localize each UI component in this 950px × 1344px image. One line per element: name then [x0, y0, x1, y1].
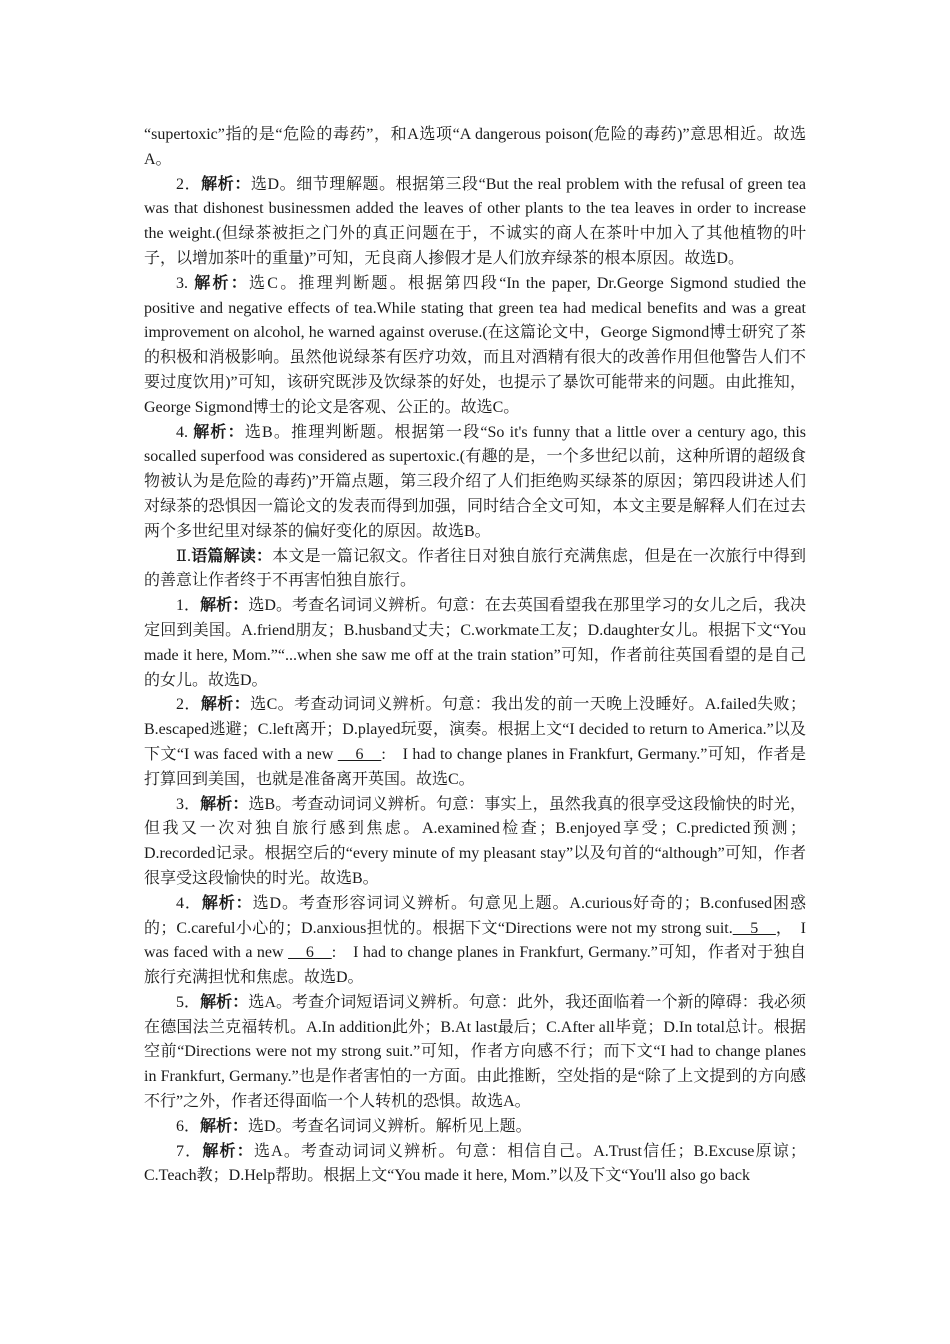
- explanation-paragraph: [144, 594, 806, 693]
- item-number: 7．: [176, 1142, 203, 1160]
- explanation-text: 选B。考查动词词义辨析。句意：事实上，虽然我真的很享受这段愉快的时光，但我又一次对独自旅行感到焦虑。A.examined检查；B.enjoyed享受；C.predicted预测；D.recorded记录。根据空后的“every minute of my pleasant stay”以及句首的“although”可知，作者很享受这段愉快的时光。故选B。: [144, 795, 806, 887]
- explanation-text: 选A。考查动词词义辨析。句意：相信自己。A.Trust信任；B.Excuse原谅；C.Teach教；D.Help帮助。根据上文“You made it here, Mom.”以及下文“You'll also go back: [144, 1142, 806, 1185]
- explanation-text: : I had to change planes in Frankfurt, Germany.”可知，作者是打算回到美国，也就是准备离开英国。故选C。: [144, 745, 806, 788]
- explanation-paragraph: [144, 421, 806, 545]
- explanation-text: ， I was faced with a new: [144, 919, 806, 962]
- analysis-label: 解析：: [202, 1142, 254, 1160]
- analysis-label: 解析：: [201, 175, 251, 193]
- analysis-label: 解析：: [200, 597, 249, 615]
- answer-blank: 6: [288, 944, 332, 962]
- analysis-label: 解析：: [201, 894, 253, 912]
- explanation-text: 选D。考查名词词义辨析。解析见上题。: [248, 1117, 532, 1135]
- explanation-paragraph: [144, 123, 806, 173]
- item-number: 5．: [176, 993, 201, 1011]
- analysis-label: 解析：: [194, 274, 250, 292]
- answer-blank: 5: [732, 919, 776, 937]
- explanation-text: 本文是一篇记叙文。作者往日对独自旅行充满焦虑，但是在一次旅行中得到的善意让作者终于不再害怕独自旅行。: [144, 547, 806, 590]
- explanation-paragraph: [144, 991, 806, 1115]
- explanation-paragraph: [144, 1140, 806, 1190]
- explanation-paragraph: [144, 173, 806, 272]
- item-number: 1．: [176, 597, 201, 615]
- answer-explanations: [144, 123, 806, 1189]
- explanation-text: 选A。考查介词短语词义辨析。句意：此外，我还面临着一个新的障碍：我必须在德国法兰克福转机。A.In addition此外；B.At last最后；C.After all毕竟；D.In total总计。根据空前“Directions were not my strong suit.”可知，作者方向感不行；而下文“I had to change planes in Frankfurt, Germany.”也是作者害怕的一方面。由此推断，空处指的是“除了上文提到的方向感不行”之外，作者还得面临一个人转机的恐惧。故选A。: [144, 993, 806, 1111]
- explanation-text: 选D。考查形容词词义辨析。句意见上题。A.curious好奇的；B.confused困惑的；C.careful小心的；D.anxious担忧的。根据下文“Directions were not my strong suit.: [144, 894, 806, 937]
- item-number: 2．: [176, 175, 202, 193]
- explanation-paragraph: [144, 892, 806, 991]
- explanation-text: : I had to change planes in Frankfurt, Germany.”可知，作者对于独自旅行充满担忧和焦虑。故选D。: [144, 944, 807, 987]
- item-number: 3．: [176, 795, 201, 813]
- explanation-text: 选C。考查动词词义辨析。句意：我出发的前一天晚上没睡好。A.failed失败；B.escaped逃避；C.left离开；D.played玩耍，演奏。根据上文“I decided to return to America.”以及下文“I was faced with a new: [144, 696, 806, 763]
- item-number: 3.: [176, 274, 195, 292]
- item-number: 4.: [176, 423, 194, 441]
- item-number: 4．: [176, 894, 202, 912]
- explanation-paragraph: [144, 693, 806, 792]
- explanation-text: 选D。考查名词词义辨析。句意：在去英国看望我在那里学习的女儿之后，我决定回到美国。A.friend朋友；B.husband丈夫；C.workmate工友；D.daughter女儿。根据下文“You made it here, Mom.”“...when she saw me off at the train station”可知，作者前往英国看望的是自己的女儿。故选D。: [144, 597, 806, 689]
- analysis-label: 解析：: [200, 993, 249, 1011]
- explanation-text: 选D。细节理解题。根据第三段“But the real problem with the refusal of green tea was that dishonest businessmen added the leaves of other plants to the tea leaves in order to increase the weight.(但绿茶被拒之门外的真正问题在于，不诚实的商人在茶叶中加入了其他植物的叶子，以增加茶叶的重量)”可知，无良商人掺假才是人们放弃绿茶的根本原因。故选D。: [144, 175, 806, 267]
- answer-blank: 6: [337, 745, 382, 763]
- analysis-label: 解析：: [200, 696, 251, 714]
- explanation-paragraph: [144, 272, 806, 421]
- item-number: 6．: [176, 1117, 201, 1135]
- item-number: 2．: [176, 696, 201, 714]
- analysis-label: 解析：: [200, 1117, 249, 1135]
- explanation-text: 选B。推理判断题。根据第一段“So it's funny that a little over a century ago, this socalled superfood was considered as supertoxic.(有趣的是，一个多世纪以前，这种所谓的超级食物被认为是危险的毒药)”开篇点题，第三段介绍了人们拒绝购买绿茶的原因；第四段讲述人们对绿茶的恐惧因一篇论文的发表而得到加强，同时结合全文可知，本文主要是解释人们在过去两个多世纪里对绿茶的偏好变化的原因。故选B。: [144, 423, 806, 540]
- explanation-paragraph: [144, 1115, 806, 1140]
- item-number: Ⅱ.: [176, 547, 192, 565]
- explanation-text: 选C。推理判断题。根据第四段“In the paper, Dr.George Sigmond studied the positive and negative effects of tea.While stating that green tea had medical benefits and was a great improvement on alcohol, he warned against overuse.(在这篇论文中，George Sigmond博士研究了茶的积极和消极影响。虽然他说绿茶有医疗功效，而且对酒精有很大的改善作用但他警告人们不要过度饮用)”可知，该研究既涉及饮绿茶的好处，也提示了暴饮可能带来的问题。由此推知，George Sigmond博士的论文是客观、公正的。故选C。: [144, 274, 806, 416]
- analysis-label: 语篇解读：: [191, 547, 273, 565]
- explanation-paragraph: [144, 545, 806, 595]
- analysis-label: 解析：: [193, 423, 245, 441]
- analysis-label: 解析：: [200, 795, 249, 813]
- explanation-paragraph: [144, 793, 806, 892]
- explanation-text: “supertoxic”指的是“危险的毒药”，和A选项“A dangerous poison(危险的毒药)”意思相近。故选A。: [144, 126, 806, 168]
